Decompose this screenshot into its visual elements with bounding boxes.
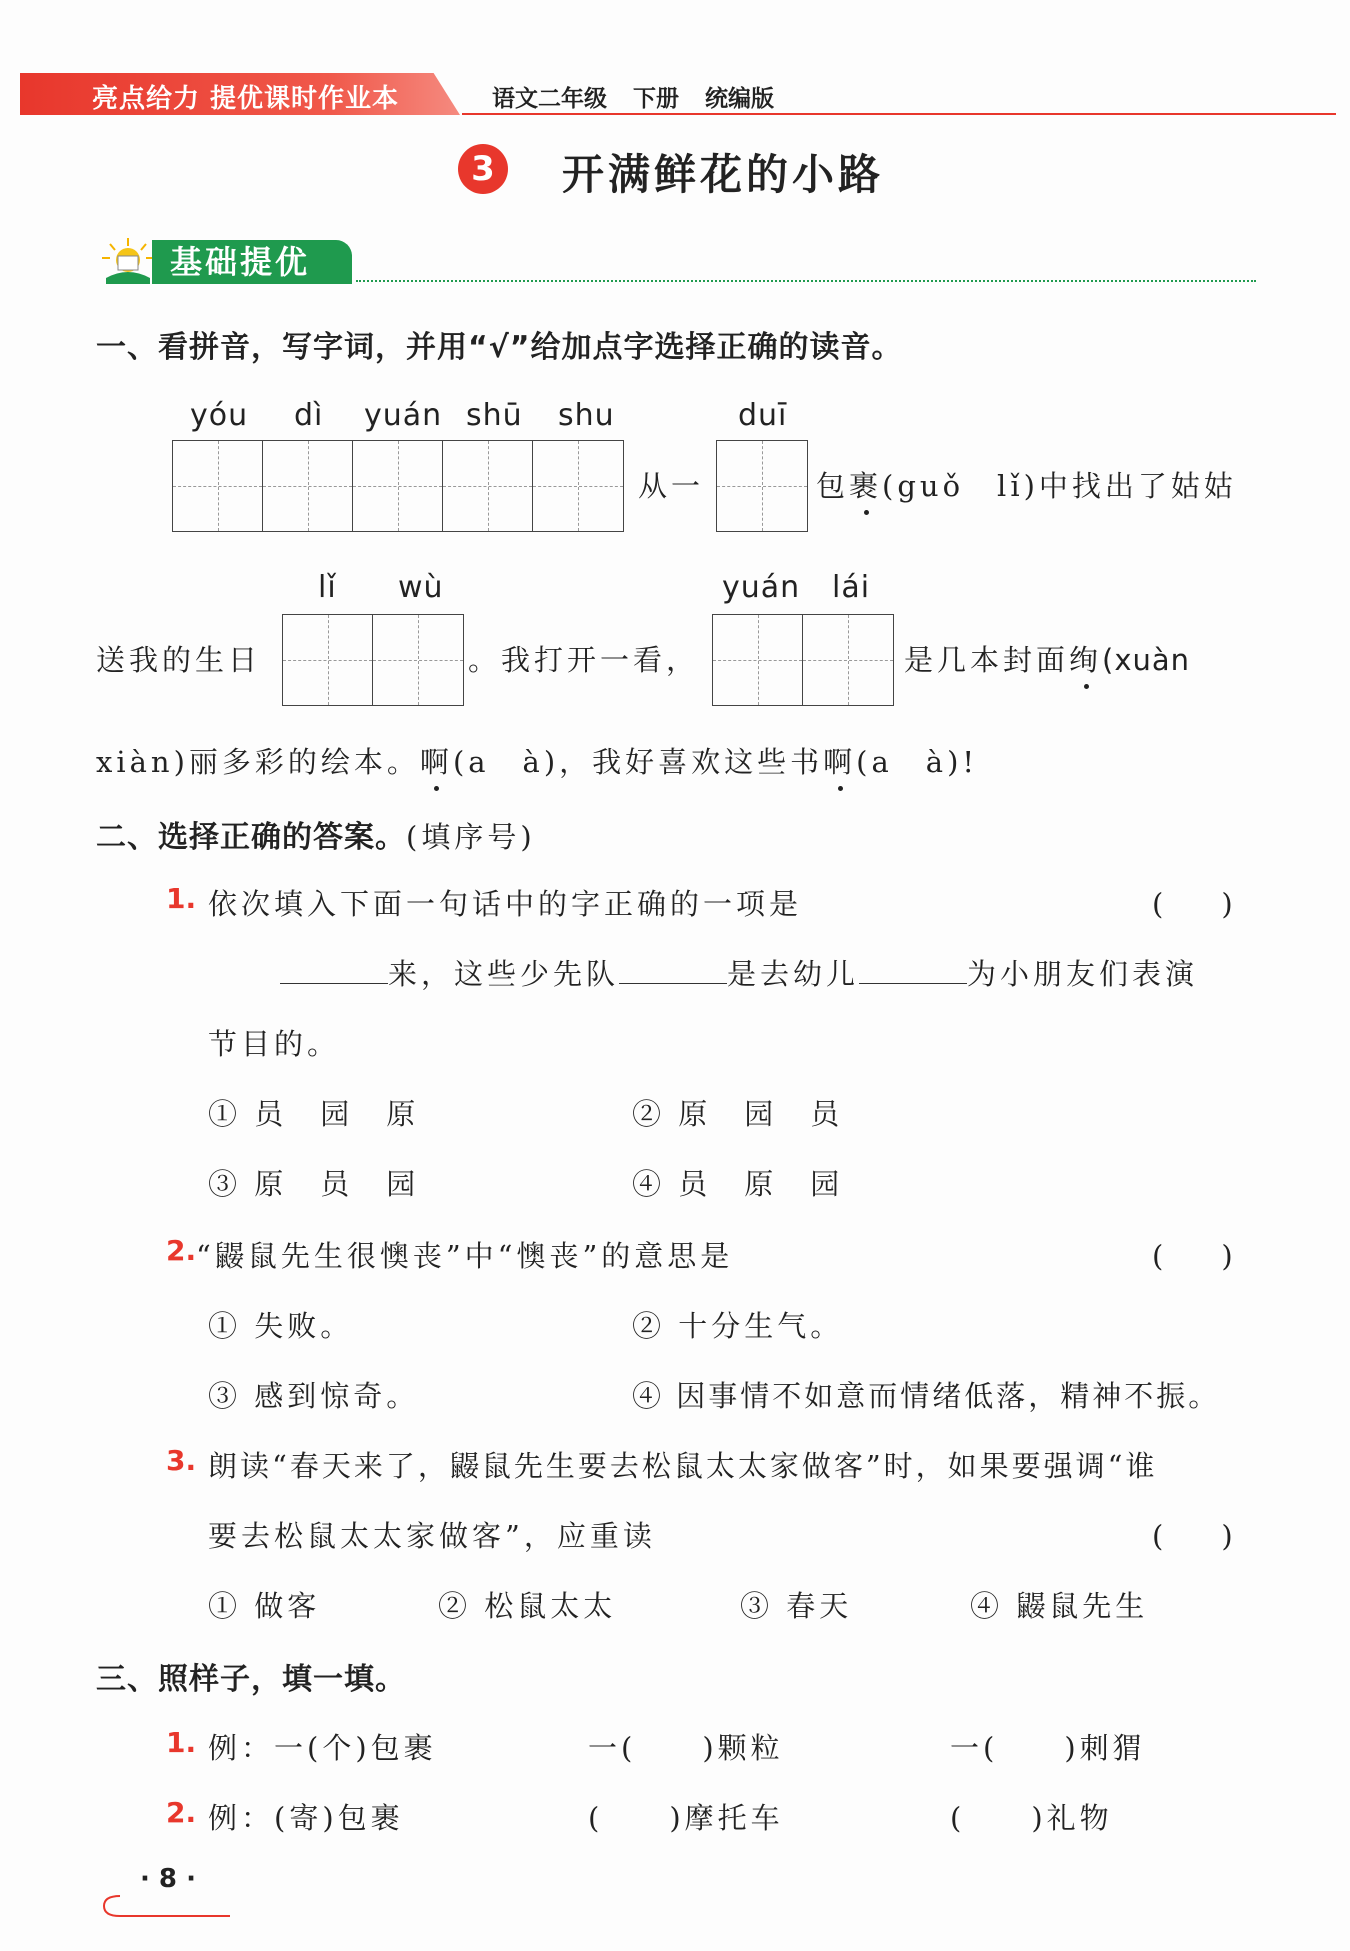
q1-line2-tail: [904, 638, 1190, 679]
pinyin-shu1: shū: [466, 398, 523, 433]
q2-1-stem: 依次填入下面一句话中的字正确的一项是: [208, 887, 803, 921]
pinyin-wu: wù: [398, 570, 444, 605]
q2-heading-note: (填序号): [406, 820, 536, 854]
edition-label: 统编版: [705, 86, 774, 112]
reading-choice-a2[interactable]: (a à)!: [856, 745, 979, 779]
book-info: [492, 80, 800, 113]
writing-grid-yuanlai[interactable]: [712, 614, 894, 706]
grid-cell[interactable]: [443, 441, 533, 531]
q2-2-option-4[interactable]: ④ 因事情不如意而情绪低落，精神不振。: [632, 1379, 1221, 1413]
pinyin-yuan: yuán: [364, 398, 443, 433]
sentence-part: 是去幼儿: [727, 957, 860, 991]
page-number: · 8 ·: [140, 1864, 196, 1894]
q1-line1-tail: [816, 464, 1237, 505]
q2-1-sentence: [280, 952, 1198, 993]
sentence-part: 为小朋友们表演: [967, 957, 1199, 991]
writing-grid-youdiyuanshushu[interactable]: [172, 440, 624, 532]
q2-3-option-2[interactable]: ② 松鼠太太: [438, 1589, 617, 1623]
dotted-char-a1: 啊: [420, 740, 453, 781]
pinyin-di: dì: [294, 398, 324, 433]
q1-line3: [96, 740, 978, 781]
pinyin-yuan2: yuán: [722, 570, 801, 605]
q2-2-option-1[interactable]: ① 失败。: [208, 1309, 354, 1343]
q2-heading-text: 二、选择正确的答案。: [96, 820, 406, 855]
grid-cell[interactable]: [717, 441, 807, 531]
q2-1-option-1[interactable]: ① 员 园 原: [208, 1097, 420, 1131]
pinyin-li: lǐ: [318, 570, 337, 605]
q2-2-answer-blank[interactable]: ( ): [1152, 1239, 1233, 1273]
grid-cell[interactable]: [263, 441, 353, 531]
text-cong-yi: 从一: [638, 469, 705, 503]
dotted-char-guo: 裹: [849, 464, 882, 505]
q2-2-stem: “鼹鼠先生很懊丧”中“懊丧”的意思是: [196, 1239, 734, 1273]
writing-grid-liwu[interactable]: [282, 614, 464, 706]
lesson-number-badge: 3: [458, 144, 508, 194]
q2-1-option-3[interactable]: ③ 原 员 园: [208, 1167, 420, 1201]
q2-2-option-2[interactable]: ② 十分生气。: [632, 1309, 844, 1343]
q3-1-blank-ciwei[interactable]: 一( )刺猬: [950, 1731, 1146, 1765]
brand-title: 亮点给力 提优课时作业本: [92, 84, 400, 114]
q2-3-stem-cont: 要去松鼠太太家做客”，应重读: [208, 1519, 656, 1553]
grid-cell[interactable]: [803, 615, 893, 705]
pinyin-you: yóu: [190, 398, 249, 433]
q2-3-option-1[interactable]: ① 做客: [208, 1589, 321, 1623]
q2-1-number: 1.: [166, 882, 197, 915]
grid-cell[interactable]: [373, 615, 463, 705]
dotted-char-a2: 啊: [823, 740, 856, 781]
text-wodakai: 。我打开一看，: [468, 643, 700, 677]
q3-2-blank-motuoche[interactable]: ( )摩托车: [588, 1801, 784, 1835]
reading-choice-guo[interactable]: (guǒ lǐ)中找出了姑姑: [882, 469, 1237, 503]
q2-3-number: 3.: [166, 1444, 197, 1477]
q2-2-option-3[interactable]: ③ 感到惊奇。: [208, 1379, 420, 1413]
volume-label: 下册: [633, 86, 679, 112]
section-divider: [356, 280, 1256, 282]
q3-1-blank-keli[interactable]: 一( )颗粒: [588, 1731, 784, 1765]
fill-blank[interactable]: [619, 959, 727, 984]
text-shiji: 是几本封面: [904, 643, 1070, 677]
fill-blank[interactable]: [280, 959, 388, 984]
lesson-title: 开满鲜花的小路: [562, 150, 885, 199]
sentence-part: 来，这些少先队: [388, 957, 620, 991]
q2-1-option-4[interactable]: ④ 员 原 园: [632, 1167, 844, 1201]
grid-cell[interactable]: [713, 615, 803, 705]
grid-cell[interactable]: [353, 441, 443, 531]
text-xianli: xiàn)丽多彩的绘本。: [96, 745, 420, 779]
q2-3-option-4[interactable]: ④ 鼹鼠先生: [970, 1589, 1149, 1623]
subject-label: 语文二年级: [492, 86, 607, 112]
q2-3-option-3[interactable]: ③ 春天: [740, 1589, 853, 1623]
q2-2-number: 2.: [166, 1234, 197, 1267]
page-number-ornament: [100, 1890, 230, 1918]
header-divider: [462, 113, 1336, 115]
q3-1-number: 1.: [166, 1726, 197, 1759]
writing-grid-dui[interactable]: [716, 440, 808, 532]
fill-blank[interactable]: [859, 959, 967, 984]
q2-3-answer-blank[interactable]: ( ): [1152, 1519, 1233, 1553]
q2-heading: [96, 812, 536, 856]
q3-1-example: 例：一(个)包裹: [208, 1731, 437, 1765]
char-bao: 包: [816, 469, 850, 503]
reading-choice-a1[interactable]: (a à)，我好喜欢这些书: [452, 745, 824, 779]
q3-heading: 三、照样子，填一填。: [96, 1662, 406, 1697]
dotted-char-xuan: 绚: [1069, 638, 1102, 679]
grid-cell[interactable]: [173, 441, 263, 531]
text-songwo: 送我的生日: [96, 643, 262, 677]
q2-1-answer-blank[interactable]: ( ): [1152, 887, 1233, 921]
reading-choice-xuan[interactable]: (xuàn: [1102, 643, 1191, 677]
q3-2-blank-liwu[interactable]: ( )礼物: [950, 1801, 1113, 1835]
grid-cell[interactable]: [533, 441, 623, 531]
q2-1-option-2[interactable]: ② 原 园 员: [632, 1097, 844, 1131]
q2-1-sentence-end: 节目的。: [208, 1027, 341, 1061]
grid-cell[interactable]: [283, 615, 373, 705]
pinyin-lai: lái: [832, 570, 871, 605]
pinyin-shu2: shu: [558, 398, 615, 433]
pinyin-dui: duī: [738, 398, 788, 433]
section-label: 基础提优: [152, 240, 352, 284]
q2-3-stem: 朗读“春天来了，鼹鼠先生要去松鼠太太家做客”时，如果要强调“谁: [208, 1449, 1158, 1483]
q3-2-example: 例：(寄)包裹: [208, 1801, 404, 1835]
q3-2-number: 2.: [166, 1796, 197, 1829]
sun-book-icon: [100, 236, 156, 286]
q1-heading: 一、看拼音，写字词，并用“√”给加点字选择正确的读音。: [96, 330, 903, 365]
